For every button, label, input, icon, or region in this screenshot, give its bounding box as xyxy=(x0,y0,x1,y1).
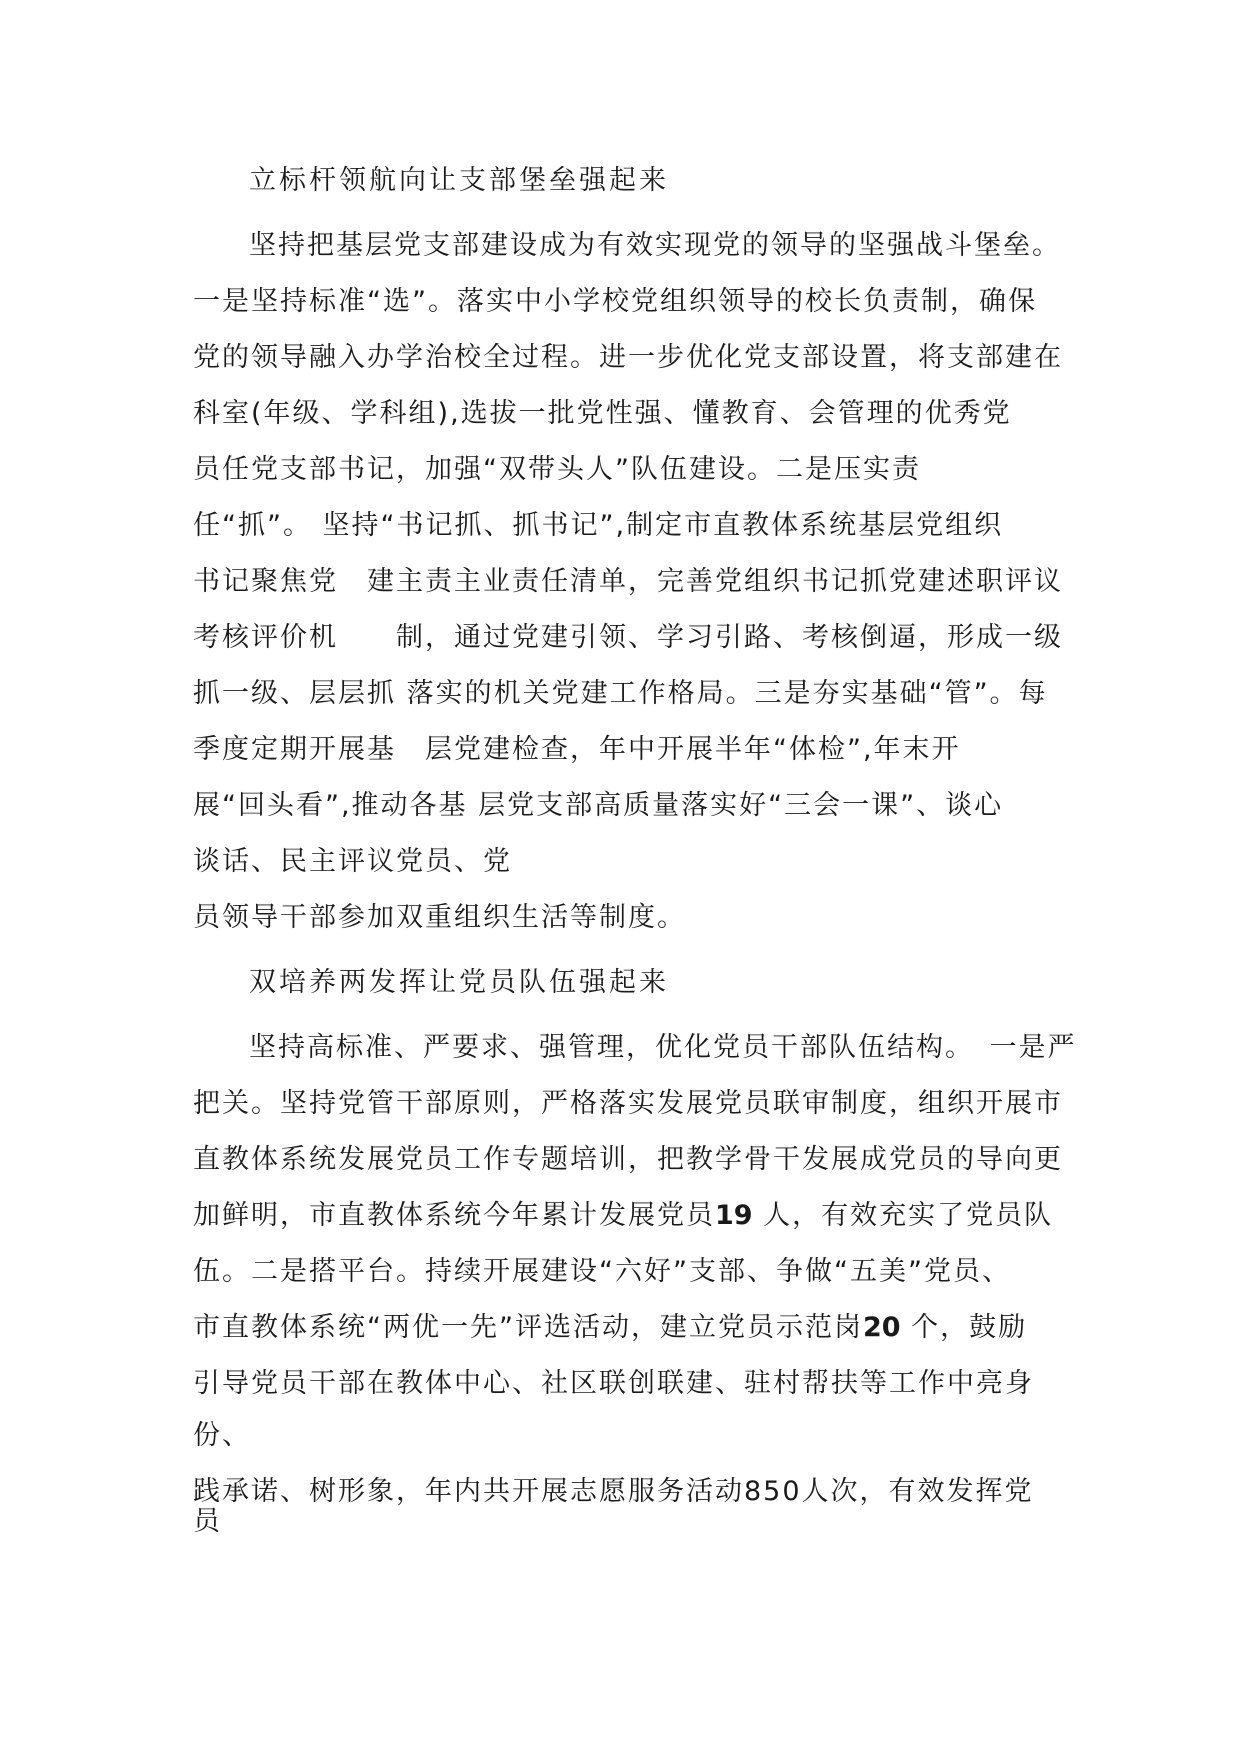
paragraph-line: 任“抓”。 坚持“书记抓、抓书记”,制定市直教体系统基层党组织 xyxy=(193,510,1004,541)
paragraph-line xyxy=(193,1312,1027,1344)
paragraph-line: 坚持把基层党支部建设成为有效实现党的领导的坚强战斗堡垒。 xyxy=(249,230,1061,261)
line-text: 加鲜明，市直教体系统今年累计发展党员 xyxy=(193,1200,715,1231)
section-heading-2: 双培养两发挥让党员队伍强起来 xyxy=(249,967,669,998)
paragraph-line: 直教体系统发展党员工作专题培训，把教学骨干发展成党员的导向更 xyxy=(193,1144,1063,1175)
line-text: 人，有效充实了党员队 xyxy=(752,1200,1054,1231)
paragraph-line: 科室(年级、学科组),选拔一批党性强、懂教育、会管理的优秀党 xyxy=(193,398,1012,429)
paragraph-line: 份、 xyxy=(193,1420,251,1451)
line-text: 市直教体系统“两优一先”评选活动，建立党员示范岗 xyxy=(193,1312,863,1343)
paragraph-line: 引导党员干部在教体中心、社区联创联建、驻村帮扶等工作中亮身 xyxy=(193,1368,1034,1399)
paragraph-line: 考核评价机 制，通过党建引领、学习引路、考核倒逼，形成一级 xyxy=(193,622,1063,653)
member-count: 19 xyxy=(715,1200,753,1231)
paragraph-line: 展“回头看”,推动各基 层党支部高质量落实好“三会一课”、谈心 xyxy=(193,790,1004,821)
paragraph-line: 员任党支部书记，加强“双带头人”队伍建设。二是压实责 xyxy=(193,454,921,485)
paragraph-line: 坚持高标准、严要求、强管理，优化党员干部队伍结构。 一是严 xyxy=(249,1032,1077,1063)
paragraph-line: 季度定期开展基 层党建检查，年中开展半年“体检”,年末开 xyxy=(193,734,961,765)
paragraph-line: 伍。二是搭平台。持续开展建设“六好”支部、争做“五美”党员、 xyxy=(193,1256,1011,1287)
paragraph-line: 书记聚焦党 建主责主业责任清单，完善党组织书记抓党建述职评议 xyxy=(193,566,1063,597)
paragraph-line: 员 xyxy=(193,1506,222,1537)
section-heading-1: 立标杆领航向让支部堡垒强起来 xyxy=(249,165,669,196)
post-count: 20 xyxy=(862,1312,901,1343)
paragraph-line: 谈话、民主评议党员、党 xyxy=(193,846,512,877)
paragraph-line xyxy=(193,1200,1053,1232)
paragraph-line: 党的领导融入办学治校全过程。进一步优化党支部设置，将支部建在 xyxy=(193,342,1063,373)
paragraph-line: 一是坚持标准“选”。落实中小学校党组织领导的校长负责制，确保 xyxy=(193,286,1037,317)
paragraph-line: 把关。坚持党管干部原则，严格落实发展党员联审制度，组织开展市 xyxy=(193,1088,1063,1119)
paragraph-line: 抓一级、层层抓 落实的机关党建工作格局。三是夯实基础“管”。每 xyxy=(193,678,1048,709)
line-text: 个，鼓励 xyxy=(900,1312,1028,1343)
paragraph-line: 员领导干部参加双重组织生活等制度。 xyxy=(193,902,686,933)
paragraph-line: 践承诺、树形象，年内共开展志愿服务活动850人次，有效发挥党 xyxy=(193,1476,1034,1507)
